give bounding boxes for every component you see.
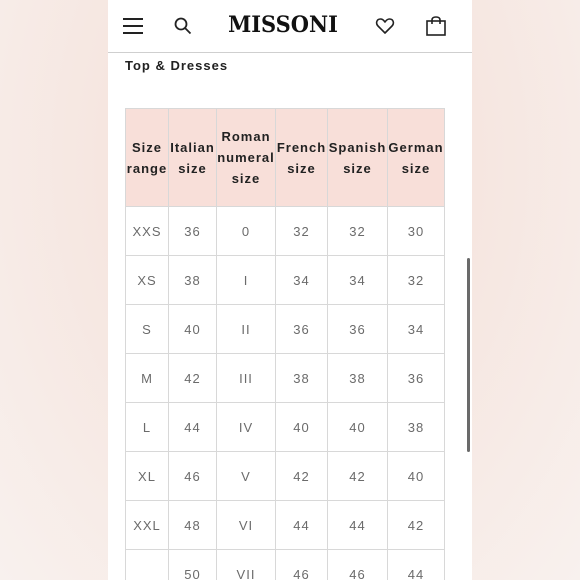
- table-cell: 38: [169, 256, 217, 305]
- table-row: [126, 403, 445, 452]
- table-cell: V: [217, 452, 276, 501]
- table-cell: 0: [217, 207, 276, 256]
- table-cell: III: [217, 354, 276, 403]
- table-cell: 44: [388, 550, 445, 580]
- col-header-french-size: French size: [276, 109, 328, 207]
- table-row: [126, 501, 445, 550]
- table-cell: 32: [276, 207, 328, 256]
- col-header-size-range: Size range: [126, 109, 169, 207]
- table-cell: [126, 550, 169, 580]
- table-cell: 42: [276, 452, 328, 501]
- table-cell: VII: [217, 550, 276, 580]
- table-cell: 36: [388, 354, 445, 403]
- table-cell: 50: [169, 550, 217, 580]
- table-cell: VI: [217, 501, 276, 550]
- table-cell: 44: [169, 403, 217, 452]
- table-cell: 48: [169, 501, 217, 550]
- section-title: Top & Dresses: [125, 58, 229, 73]
- table-cell: 46: [169, 452, 217, 501]
- table-cell: 46: [328, 550, 388, 580]
- table-cell: M: [126, 354, 169, 403]
- table-cell: L: [126, 403, 169, 452]
- col-header-roman-numeral-size: Roman numeral size: [217, 109, 276, 207]
- table-cell: 42: [169, 354, 217, 403]
- table-header-row: [126, 109, 445, 207]
- table-cell: 32: [388, 256, 445, 305]
- heart-icon[interactable]: [375, 16, 395, 36]
- table-cell: 30: [388, 207, 445, 256]
- table-cell: XXL: [126, 501, 169, 550]
- table-cell: XXS: [126, 207, 169, 256]
- table-cell: S: [126, 305, 169, 354]
- search-icon[interactable]: [174, 17, 192, 35]
- table-cell: 36: [169, 207, 217, 256]
- table-cell: 38: [328, 354, 388, 403]
- table-cell: 38: [388, 403, 445, 452]
- table-cell: 42: [328, 452, 388, 501]
- table-row: [126, 452, 445, 501]
- size-table: [125, 108, 445, 580]
- table-cell: 40: [328, 403, 388, 452]
- col-header-spanish-size: Spanish size: [328, 109, 388, 207]
- table-row: [126, 256, 445, 305]
- table-cell: 32: [328, 207, 388, 256]
- table-cell: XL: [126, 452, 169, 501]
- table-cell: XS: [126, 256, 169, 305]
- scrollbar[interactable]: [467, 258, 470, 452]
- table-cell: 40: [276, 403, 328, 452]
- mobile-page: [108, 0, 472, 580]
- table-row: [126, 354, 445, 403]
- table-cell: 40: [169, 305, 217, 354]
- table-cell: 34: [328, 256, 388, 305]
- table-cell: 36: [328, 305, 388, 354]
- bag-icon[interactable]: [425, 15, 447, 37]
- size-chart: [125, 108, 445, 580]
- table-cell: IV: [217, 403, 276, 452]
- table-cell: 42: [388, 501, 445, 550]
- table-cell: II: [217, 305, 276, 354]
- table-row: [126, 550, 445, 580]
- table-row: [126, 207, 445, 256]
- col-header-italian-size: Italian size: [169, 109, 217, 207]
- menu-icon[interactable]: [123, 18, 143, 34]
- logo[interactable]: MISSONI: [228, 12, 338, 38]
- col-header-german-size: German size: [388, 109, 445, 207]
- table-cell: 34: [276, 256, 328, 305]
- table-cell: 44: [276, 501, 328, 550]
- table-cell: 36: [276, 305, 328, 354]
- table-cell: 46: [276, 550, 328, 580]
- table-cell: 38: [276, 354, 328, 403]
- table-row: [126, 305, 445, 354]
- site-header: [108, 0, 472, 53]
- table-cell: 40: [388, 452, 445, 501]
- table-cell: 34: [388, 305, 445, 354]
- table-cell: 44: [328, 501, 388, 550]
- table-cell: I: [217, 256, 276, 305]
